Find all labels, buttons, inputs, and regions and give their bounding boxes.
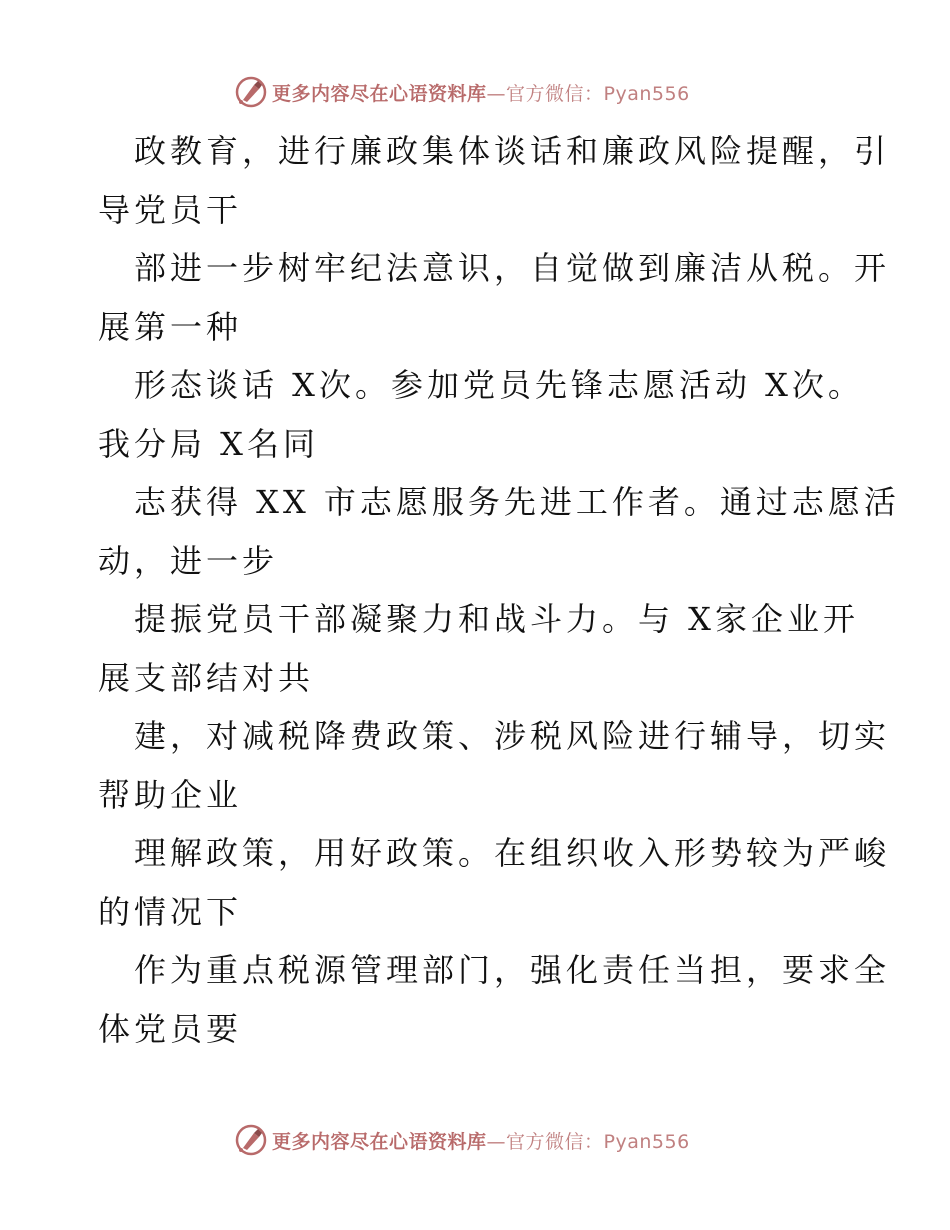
header-banner — [234, 72, 690, 112]
body-line: 建，对减税降费政策、涉税风险进行辅导，切实 — [134, 717, 891, 755]
document-body — [98, 122, 900, 1058]
body-line: 作为重点税源管理部门，强化责任当担，要求全 — [134, 951, 891, 989]
footer-banner-wechat: —官方微信：Pyan556 — [486, 1130, 690, 1153]
body-line: 部进一步树牢纪法意识，自觉做到廉洁从税。开 — [134, 249, 891, 287]
body-line: 展支部结对共 — [98, 658, 315, 697]
pen-nib-logo-icon — [234, 1123, 268, 1157]
body-line: 展第一种 — [98, 307, 243, 346]
footer-banner-title: 更多内容尽在心语资料库 — [272, 1130, 487, 1153]
body-line: 提振党员干部凝聚力和战斗力。与 X家企业开 — [134, 600, 859, 638]
body-line: 我分局 X名同 — [98, 424, 319, 463]
header-banner-wechat: —官方微信：Pyan556 — [486, 82, 690, 105]
body-line: 的情况下 — [98, 892, 243, 931]
header-banner-title: 更多内容尽在心语资料库 — [272, 82, 487, 105]
body-line: 导党员干 — [98, 190, 243, 229]
body-line: 帮助企业 — [98, 775, 243, 814]
footer-banner — [234, 1120, 690, 1160]
body-line: 动，进一步 — [98, 541, 279, 580]
body-line: 政教育，进行廉政集体谈话和廉政风险提醒，引 — [134, 132, 891, 170]
body-line: 理解政策，用好政策。在组织收入形势较为严峻 — [134, 834, 891, 872]
body-line: 形态谈话 X次。参加党员先锋志愿活动 X次。 — [134, 366, 864, 404]
body-line: 志获得 XX 市志愿服务先进工作者。通过志愿活 — [134, 483, 900, 521]
pen-nib-logo-icon — [234, 75, 268, 109]
body-line: 体党员要 — [98, 1009, 243, 1048]
